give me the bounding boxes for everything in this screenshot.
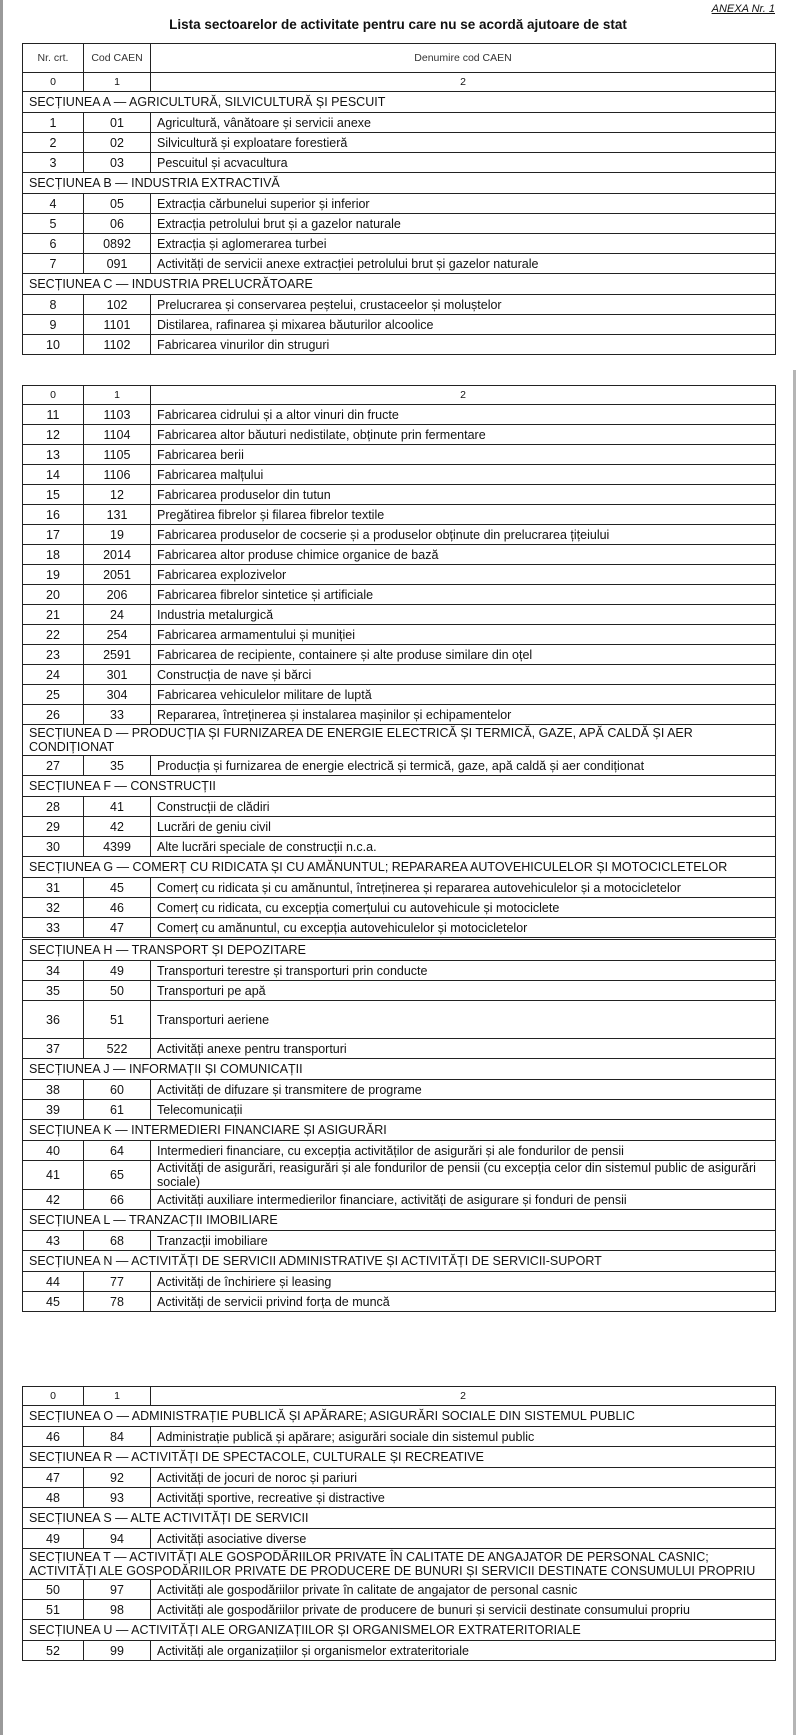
row-number: 34: [23, 961, 84, 981]
row-number: 33: [23, 918, 84, 939]
caen-code: 06: [84, 214, 151, 234]
section-title: SECȚIUNEA D — PRODUCȚIA ȘI FURNIZAREA DE ENERGIE ELECTRICĂ ȘI TERMICĂ, GAZE, APĂ CALDĂ ȘI AER CONDIȚIONAT: [23, 725, 776, 756]
caen-code: 61: [84, 1100, 151, 1120]
table-row: [23, 214, 776, 234]
caen-name: Agricultură, vânătoare și servicii anexe: [151, 113, 776, 133]
table-row: [23, 133, 776, 153]
section-title: SECȚIUNEA K — INTERMEDIERI FINANCIARE ȘI ASIGURĂRI: [23, 1120, 776, 1141]
column-index: 2: [151, 1387, 776, 1406]
caen-name: Comerț cu ridicata, cu excepția comerțului cu autovehicule și motociclete: [151, 898, 776, 918]
column-header-col1: Cod CAEN: [84, 44, 151, 73]
column-header-col0: Nr. crt.: [23, 44, 84, 73]
row-number: 20: [23, 585, 84, 605]
caen-table-part-1: [22, 43, 776, 355]
section-title: SECȚIUNEA A — AGRICULTURĂ, SILVICULTURĂ ȘI PESCUIT: [23, 92, 776, 113]
caen-name: Activități asociative diverse: [151, 1529, 776, 1549]
caen-code: 64: [84, 1141, 151, 1161]
caen-name: Intermedieri financiare, cu excepția activităților de asigurări și ale fondurilor de pensii: [151, 1141, 776, 1161]
table-row: [23, 295, 776, 315]
caen-code: 24: [84, 605, 151, 625]
section-title: SECȚIUNEA J — INFORMAȚII ȘI COMUNICAȚII: [23, 1059, 776, 1080]
row-number: 27: [23, 756, 84, 776]
row-number: 52: [23, 1641, 84, 1661]
caen-code: 99: [84, 1641, 151, 1661]
caen-code: 93: [84, 1488, 151, 1508]
column-index-row: [23, 73, 776, 92]
row-number: 3: [23, 153, 84, 173]
caen-code: 94: [84, 1529, 151, 1549]
table-row: [23, 837, 776, 857]
section-title: SECȚIUNEA L — TRANZACȚII IMOBILIARE: [23, 1210, 776, 1231]
caen-code: 05: [84, 194, 151, 214]
section-title: SECȚIUNEA R — ACTIVITĂȚI DE SPECTACOLE, CULTURALE ȘI RECREATIVE: [23, 1447, 776, 1468]
caen-name: Activități anexe pentru transporturi: [151, 1039, 776, 1059]
caen-code: 206: [84, 585, 151, 605]
row-number: 44: [23, 1272, 84, 1292]
caen-name: Activități ale organizațiilor și organismelor extrateritoriale: [151, 1641, 776, 1661]
table-row: [23, 425, 776, 445]
caen-name: Activități auxiliare intermedierilor financiare, activități de asigurare și fonduri de pensii: [151, 1190, 776, 1210]
caen-code: 01: [84, 113, 151, 133]
caen-name: Activități de difuzare și transmitere de programe: [151, 1080, 776, 1100]
caen-name: Fabricarea produselor de cocserie și a produselor obținute din prelucrarea țițeiului: [151, 525, 776, 545]
row-number: 9: [23, 315, 84, 335]
table-row: [23, 1231, 776, 1251]
caen-code: 131: [84, 505, 151, 525]
row-number: 45: [23, 1292, 84, 1312]
caen-name: Activități ale gospodăriilor private în calitate de angajator de personal casnic: [151, 1580, 776, 1600]
table-row: [23, 545, 776, 565]
caen-name: Activități de jocuri de noroc și pariuri: [151, 1468, 776, 1488]
row-number: 17: [23, 525, 84, 545]
table-row: [23, 565, 776, 585]
column-index: 0: [23, 73, 84, 92]
row-number: 6: [23, 234, 84, 254]
caen-name: Fabricarea vinurilor din struguri: [151, 335, 776, 355]
column-index: 0: [23, 1387, 84, 1406]
table-row: [23, 1100, 776, 1120]
row-number: 13: [23, 445, 84, 465]
caen-code: 65: [84, 1161, 151, 1190]
caen-code: 2051: [84, 565, 151, 585]
caen-name: Comerț cu amănuntul, cu excepția autovehiculelor și motocicletelor: [151, 918, 776, 939]
caen-code: 522: [84, 1039, 151, 1059]
table-row: [23, 485, 776, 505]
row-number: 15: [23, 485, 84, 505]
table-row: [23, 1580, 776, 1600]
row-number: 14: [23, 465, 84, 485]
table-row: [23, 817, 776, 837]
row-number: 16: [23, 505, 84, 525]
table-row: [23, 665, 776, 685]
table-row: [23, 981, 776, 1001]
caen-name: Fabricarea vehiculelor militare de luptă: [151, 685, 776, 705]
section-row: [23, 857, 776, 878]
table-row: [23, 645, 776, 665]
caen-code: 84: [84, 1427, 151, 1447]
row-number: 51: [23, 1600, 84, 1620]
section-row: [23, 173, 776, 194]
caen-code: 02: [84, 133, 151, 153]
caen-code: 97: [84, 1580, 151, 1600]
caen-code: 0892: [84, 234, 151, 254]
section-row: [23, 776, 776, 797]
caen-name: Pescuitul și acvacultura: [151, 153, 776, 173]
row-number: 7: [23, 254, 84, 274]
section-row: [23, 725, 776, 756]
caen-name: Activități sportive, recreative și distractive: [151, 1488, 776, 1508]
row-number: 36: [23, 1001, 84, 1039]
caen-name: Construcții de clădiri: [151, 797, 776, 817]
caen-name: Distilarea, rafinarea și mixarea băuturilor alcoolice: [151, 315, 776, 335]
section-row: [23, 1549, 776, 1580]
caen-code: 41: [84, 797, 151, 817]
caen-name: Fabricarea produselor din tutun: [151, 485, 776, 505]
table-row: [23, 234, 776, 254]
caen-code: 1102: [84, 335, 151, 355]
caen-name: Activități de asigurări, reasigurări și ale fondurilor de pensii (cu excepția celor din sistemul public de asigurări sociale): [151, 1161, 776, 1190]
row-number: 32: [23, 898, 84, 918]
column-index: 1: [84, 73, 151, 92]
row-number: 18: [23, 545, 84, 565]
section-row: [23, 1508, 776, 1529]
table-row: [23, 1272, 776, 1292]
caen-code: 1105: [84, 445, 151, 465]
section-title: SECȚIUNEA N — ACTIVITĂȚI DE SERVICII ADMINISTRATIVE ȘI ACTIVITĂȚI DE SERVICII-SUPORT: [23, 1251, 776, 1272]
row-number: 11: [23, 405, 84, 425]
table-row: [23, 1600, 776, 1620]
column-index-row: [23, 1387, 776, 1406]
caen-name: Fabricarea armamentului și muniției: [151, 625, 776, 645]
row-number: 42: [23, 1190, 84, 1210]
caen-code: 92: [84, 1468, 151, 1488]
row-number: 43: [23, 1231, 84, 1251]
caen-name: Fabricarea explozivelor: [151, 565, 776, 585]
caen-name: Activități de închiriere și leasing: [151, 1272, 776, 1292]
caen-name: Lucrări de geniu civil: [151, 817, 776, 837]
row-number: 10: [23, 335, 84, 355]
table-row: [23, 1161, 776, 1190]
caen-name: Transporturi pe apă: [151, 981, 776, 1001]
caen-name: Prelucrarea și conservarea peștelui, crustaceelor și moluștelor: [151, 295, 776, 315]
caen-name: Fabricarea berii: [151, 445, 776, 465]
table-row: [23, 445, 776, 465]
caen-code: 78: [84, 1292, 151, 1312]
row-number: 25: [23, 685, 84, 705]
table-row: [23, 585, 776, 605]
row-number: 28: [23, 797, 84, 817]
table-row: [23, 1141, 776, 1161]
table-row: [23, 465, 776, 485]
table-row: [23, 961, 776, 981]
section-row: [23, 939, 776, 961]
section-title: SECȚIUNEA B — INDUSTRIA EXTRACTIVĂ: [23, 173, 776, 194]
caen-name: Repararea, întreținerea și instalarea mașinilor și echipamentelor: [151, 705, 776, 725]
caen-code: 49: [84, 961, 151, 981]
caen-code: 254: [84, 625, 151, 645]
table-row: [23, 153, 776, 173]
table-row: [23, 1641, 776, 1661]
row-number: 4: [23, 194, 84, 214]
column-index: 1: [84, 1387, 151, 1406]
caen-code: 42: [84, 817, 151, 837]
caen-code: 47: [84, 918, 151, 939]
table-row: [23, 918, 776, 939]
table-row: [23, 705, 776, 725]
row-number: 2: [23, 133, 84, 153]
table-row: [23, 254, 776, 274]
caen-name: Fabricarea de recipiente, containere și alte produse similare din oțel: [151, 645, 776, 665]
column-index: 2: [151, 73, 776, 92]
section-row: [23, 1406, 776, 1427]
document-title: Lista sectoarelor de activitate pentru care nu se acordă ajutoare de stat: [169, 17, 627, 32]
table-row: [23, 756, 776, 776]
caen-name: Transporturi aeriene: [151, 1001, 776, 1039]
caen-code: 2014: [84, 545, 151, 565]
row-number: 21: [23, 605, 84, 625]
row-number: 8: [23, 295, 84, 315]
caen-name: Tranzacții imobiliare: [151, 1231, 776, 1251]
row-number: 46: [23, 1427, 84, 1447]
section-row: [23, 1059, 776, 1080]
caen-name: Fabricarea altor băuturi nedistilate, obținute prin fermentare: [151, 425, 776, 445]
table-row: [23, 525, 776, 545]
table-row: [23, 1427, 776, 1447]
caen-code: 304: [84, 685, 151, 705]
table-row: [23, 315, 776, 335]
table-row: [23, 605, 776, 625]
section-title: SECȚIUNEA F — CONSTRUCȚII: [23, 776, 776, 797]
section-title: SECȚIUNEA H — TRANSPORT ȘI DEPOZITARE: [23, 939, 776, 961]
caen-code: 4399: [84, 837, 151, 857]
caen-name: Administrație publică și apărare; asigurări sociale din sistemul public: [151, 1427, 776, 1447]
table-row: [23, 898, 776, 918]
table-row: [23, 1488, 776, 1508]
section-title: SECȚIUNEA G — COMERȚ CU RIDICATA ȘI CU AMĂNUNTUL; REPARAREA AUTOVEHICULELOR ȘI MOTOCICLETELOR: [23, 857, 776, 878]
caen-name: Activități de servicii anexe extracției petrolului brut și gazelor naturale: [151, 254, 776, 274]
caen-code: 98: [84, 1600, 151, 1620]
table-row: [23, 194, 776, 214]
column-header-col2: Denumire cod CAEN: [151, 44, 776, 73]
caen-code: 33: [84, 705, 151, 725]
caen-table-part-3: [22, 1386, 776, 1661]
row-number: 23: [23, 645, 84, 665]
caen-table-part-2: [22, 385, 776, 1312]
caen-code: 35: [84, 756, 151, 776]
caen-code: 12: [84, 485, 151, 505]
caen-name: Transporturi terestre și transporturi prin conducte: [151, 961, 776, 981]
row-number: 35: [23, 981, 84, 1001]
caen-code: 46: [84, 898, 151, 918]
caen-code: 68: [84, 1231, 151, 1251]
table-row: [23, 797, 776, 817]
row-number: 12: [23, 425, 84, 445]
row-number: 37: [23, 1039, 84, 1059]
row-number: 31: [23, 878, 84, 898]
table-row: [23, 113, 776, 133]
row-number: 50: [23, 1580, 84, 1600]
caen-name: Construcția de nave și bărci: [151, 665, 776, 685]
row-number: 24: [23, 665, 84, 685]
table-row: [23, 505, 776, 525]
section-row: [23, 1447, 776, 1468]
caen-code: 19: [84, 525, 151, 545]
row-number: 30: [23, 837, 84, 857]
caen-name: Extracția petrolului brut și a gazelor naturale: [151, 214, 776, 234]
table-row: [23, 1190, 776, 1210]
table-row: [23, 625, 776, 645]
section-title: SECȚIUNEA U — ACTIVITĂȚI ALE ORGANIZAȚIILOR ȘI ORGANISMELOR EXTRATERITORIALE: [23, 1620, 776, 1641]
caen-code: 2591: [84, 645, 151, 665]
caen-name: Fabricarea fibrelor sintetice și artificiale: [151, 585, 776, 605]
page-edge-left: [0, 0, 3, 1735]
column-index-row: [23, 386, 776, 405]
caen-code: 1106: [84, 465, 151, 485]
caen-code: 45: [84, 878, 151, 898]
caen-name: Fabricarea altor produse chimice organice de bază: [151, 545, 776, 565]
caen-code: 60: [84, 1080, 151, 1100]
caen-name: Activități de servicii privind forța de muncă: [151, 1292, 776, 1312]
column-index: 2: [151, 386, 776, 405]
table-row: [23, 1001, 776, 1039]
caen-name: Fabricarea cidrului și a altor vinuri din fructe: [151, 405, 776, 425]
row-number: 22: [23, 625, 84, 645]
column-index: 0: [23, 386, 84, 405]
row-number: 39: [23, 1100, 84, 1120]
column-index: 1: [84, 386, 151, 405]
caen-code: 51: [84, 1001, 151, 1039]
caen-code: 77: [84, 1272, 151, 1292]
row-number: 19: [23, 565, 84, 585]
section-title: SECȚIUNEA S — ALTE ACTIVITĂȚI DE SERVICII: [23, 1508, 776, 1529]
caen-name: Comerț cu ridicata și cu amănuntul, întreținerea și repararea autovehiculelor și a motocicletelor: [151, 878, 776, 898]
caen-name: Telecomunicații: [151, 1100, 776, 1120]
caen-name: Alte lucrări speciale de construcții n.c.a.: [151, 837, 776, 857]
table-row: [23, 1529, 776, 1549]
caen-code: 1103: [84, 405, 151, 425]
row-number: 38: [23, 1080, 84, 1100]
section-title: SECȚIUNEA C — INDUSTRIA PRELUCRĂTOARE: [23, 274, 776, 295]
table-row: [23, 878, 776, 898]
section-row: [23, 1251, 776, 1272]
table-row: [23, 405, 776, 425]
table-row: [23, 1292, 776, 1312]
caen-code: 1104: [84, 425, 151, 445]
table-row: [23, 1468, 776, 1488]
row-number: 1: [23, 113, 84, 133]
row-number: 26: [23, 705, 84, 725]
annex-label: ANEXA Nr. 1: [711, 3, 775, 15]
section-row: [23, 1210, 776, 1231]
caen-code: 66: [84, 1190, 151, 1210]
row-number: 41: [23, 1161, 84, 1190]
section-title: SECȚIUNEA O — ADMINISTRAȚIE PUBLICĂ ȘI APĂRARE; ASIGURĂRI SOCIALE DIN SISTEMUL PUBLIC: [23, 1406, 776, 1427]
caen-code: 50: [84, 981, 151, 1001]
row-number: 29: [23, 817, 84, 837]
table-row: [23, 1080, 776, 1100]
table-row: [23, 335, 776, 355]
caen-name: Industria metalurgică: [151, 605, 776, 625]
row-number: 49: [23, 1529, 84, 1549]
section-row: [23, 92, 776, 113]
table-row: [23, 1039, 776, 1059]
caen-name: Pregătirea fibrelor și filarea fibrelor textile: [151, 505, 776, 525]
caen-code: 301: [84, 665, 151, 685]
table-row: [23, 685, 776, 705]
section-row: [23, 274, 776, 295]
caen-code: 091: [84, 254, 151, 274]
section-row: [23, 1120, 776, 1141]
section-row: [23, 1620, 776, 1641]
caen-name: Producția și furnizarea de energie electrică și termică, gaze, apă caldă și aer condiționat: [151, 756, 776, 776]
column-header-row: [23, 44, 776, 73]
caen-name: Activități ale gospodăriilor private de producere de bunuri și servicii destinate consumului propriu: [151, 1600, 776, 1620]
caen-code: 03: [84, 153, 151, 173]
caen-name: Extracția și aglomerarea turbei: [151, 234, 776, 254]
caen-name: Fabricarea malțului: [151, 465, 776, 485]
row-number: 5: [23, 214, 84, 234]
row-number: 47: [23, 1468, 84, 1488]
caen-code: 1101: [84, 315, 151, 335]
caen-name: Silvicultură și exploatare forestieră: [151, 133, 776, 153]
caen-name: Extracția cărbunelui superior și inferior: [151, 194, 776, 214]
row-number: 40: [23, 1141, 84, 1161]
row-number: 48: [23, 1488, 84, 1508]
caen-code: 102: [84, 295, 151, 315]
section-title: SECȚIUNEA T — ACTIVITĂȚI ALE GOSPODĂRIILOR PRIVATE ÎN CALITATE DE ANGAJATOR DE PERSONAL CASNIC; ACTIVITĂȚI ALE GOSPODĂRIILOR PRIVATE DE PRODUCERE DE BUNURI ȘI SERVICII DESTINATE CONSUMULUI PROPRIU: [23, 1549, 776, 1580]
